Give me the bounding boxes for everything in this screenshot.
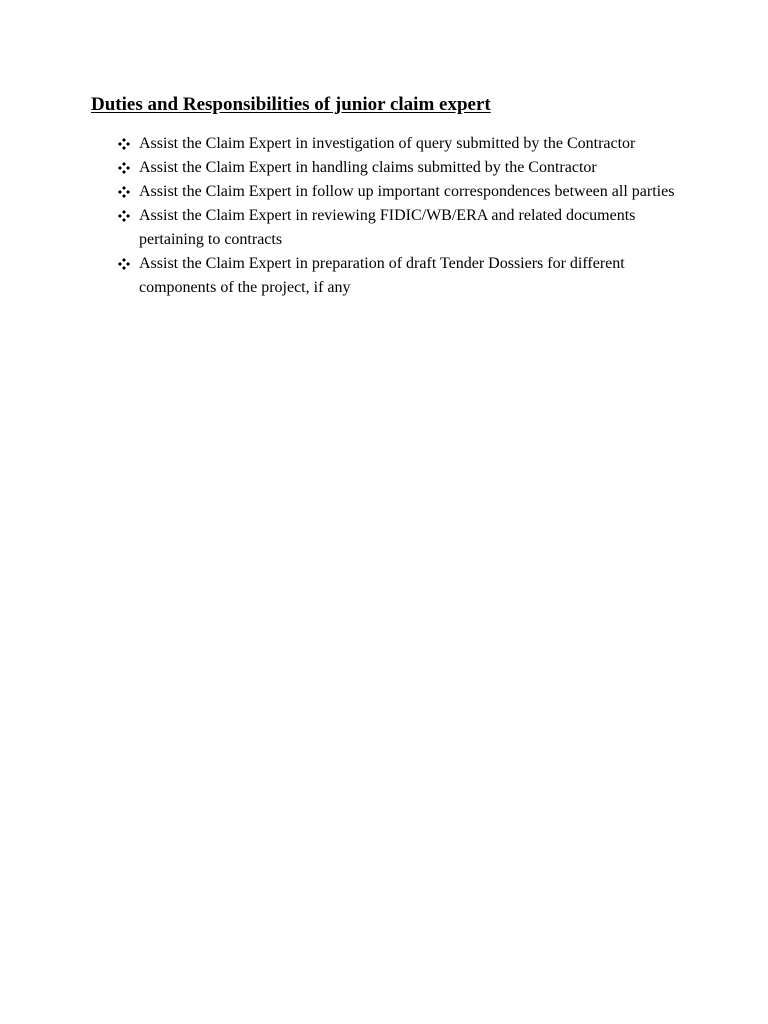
four-diamond-bullet-icon (116, 204, 132, 228)
document-heading: Duties and Responsibilities of junior claim expert (91, 94, 491, 115)
list-item (116, 180, 686, 204)
four-diamond-bullet-icon (116, 252, 132, 276)
list-item-text: Assist the Claim Expert in preparation of draft Tender Dossiers for different components of the project, if any (139, 255, 625, 296)
list-item-text: Assist the Claim Expert in handling claims submitted by the Contractor (139, 159, 597, 176)
list-item-text: Assist the Claim Expert in investigation of query submitted by the Contractor (139, 135, 636, 152)
list-item (116, 156, 686, 180)
four-diamond-bullet-icon (116, 180, 132, 204)
list-item-text: Assist the Claim Expert in reviewing FIDIC/WB/ERA and related documents pertaining to contracts (139, 207, 636, 248)
duties-list (116, 132, 686, 300)
list-item-text: Assist the Claim Expert in follow up important correspondences between all parties (139, 183, 675, 200)
list-item (116, 204, 686, 252)
list-item (116, 132, 686, 156)
list-item (116, 252, 686, 300)
four-diamond-bullet-icon (116, 156, 132, 180)
four-diamond-bullet-icon (116, 132, 132, 156)
